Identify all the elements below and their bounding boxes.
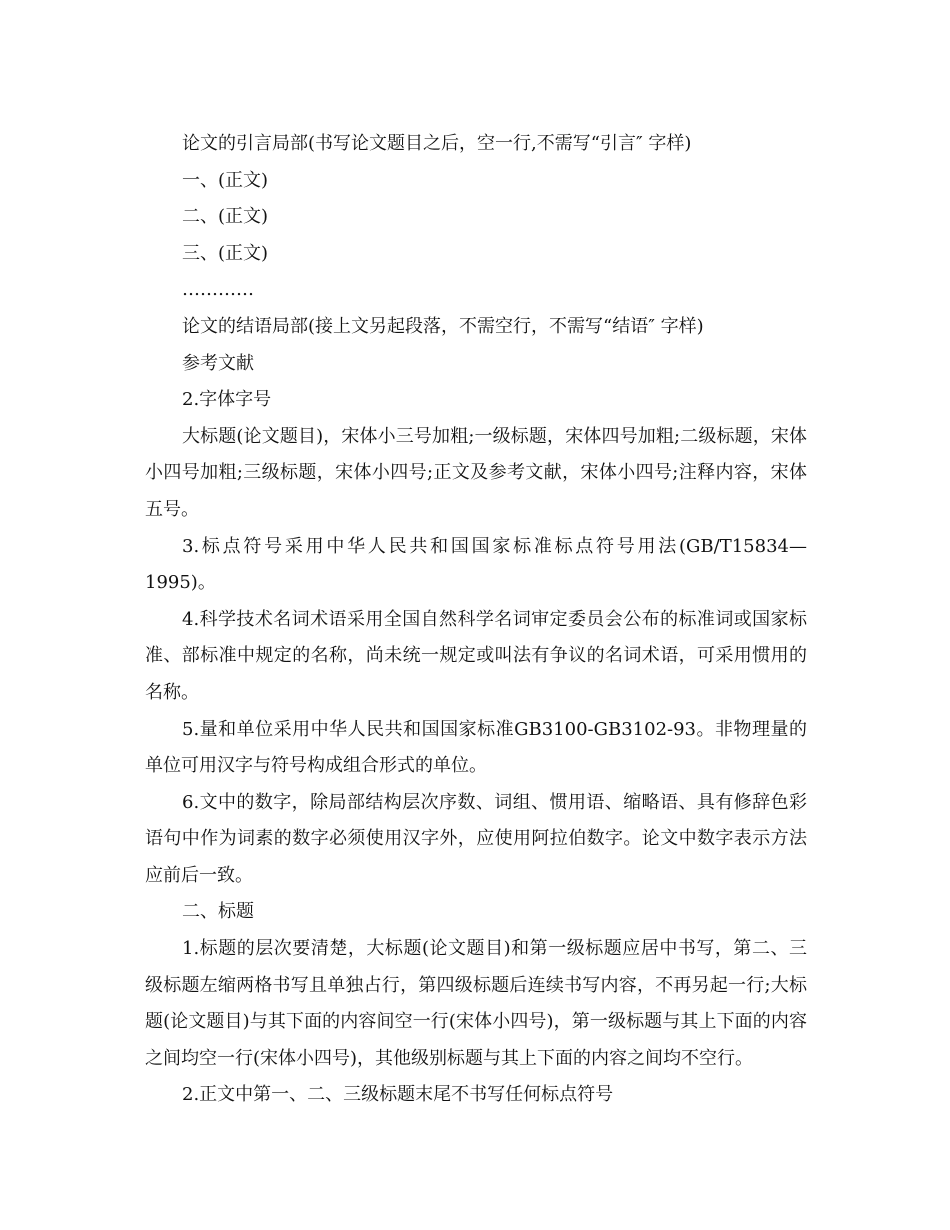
document-page [145, 126, 807, 1114]
paragraph-intro: 论文的引言局部(书写论文题目之后，空一行,不需写“引言″ 字样) [182, 133, 692, 154]
paragraph-references: 参考文献 [182, 352, 254, 374]
paragraph-section-2: 二、(正文) [182, 206, 269, 228]
paragraph-font-rules: 大标题(论文题目)，宋体小三号加粗;一级标题，宋体四号加粗;二级标题，宋体小四号加粗;三级标题，宋体小四号;正文及参考文献，宋体小四号;注释内容，宋体五号。 [145, 425, 807, 520]
paragraph-section-3: 三、(正文) [182, 242, 269, 264]
paragraph-units: 5.量和单位采用中华人民共和国国家标准GB3100-GB3102-93。非物理量的单位可用汉字与符号构成组合形式的单位。 [145, 718, 807, 777]
paragraph-title-levels: 1.标题的层次要清楚，大标题(论文题目)和第一级标题应居中书写，第二、三级标题左缩两格书写且单独占行，第四级标题后连续书写内容，不再另起一行;大标题(论文题目)与其下面的内容间空一行(宋体小四号)，第一级标题与其上下面的内容之间均空一行(宋体小四号)，其他级别标题与其上下面的内容之间均不空行。 [145, 938, 807, 1069]
paragraph-section-1: 一、(正文) [182, 169, 269, 191]
paragraph-numbers: 6.文中的数字，除局部结构层次序数、词组、惯用语、缩略语、具有修辞色彩语句中作为词素的数字必须使用汉字外，应使用阿拉伯数字。论文中数字表示方法应前后一致。 [145, 791, 807, 886]
paragraph-title-punctuation: 2.正文中第一、二、三级标题末尾不书写任何标点符号 [182, 1084, 614, 1106]
paragraph-terminology: 4.科学技术名词术语采用全国自然科学名词审定委员会公布的标准词或国家标准、部标准中规定的名称，尚未统一规定或叫法有争议的名词术语，可采用惯用的名称。 [145, 608, 807, 703]
paragraph-title-heading: 二、标题 [182, 901, 254, 923]
paragraph-punctuation: 3.标点符号采用中华人民共和国国家标准标点符号用法(GB/T15834—1995)。 [145, 535, 807, 594]
paragraph-font-heading: 2.字体字号 [182, 389, 272, 411]
paragraph-ellipsis: ………… [182, 279, 254, 301]
paragraph-conclusion: 论文的结语局部(接上文另起段落，不需空行，不需写“结语″ 字样) [182, 315, 704, 337]
